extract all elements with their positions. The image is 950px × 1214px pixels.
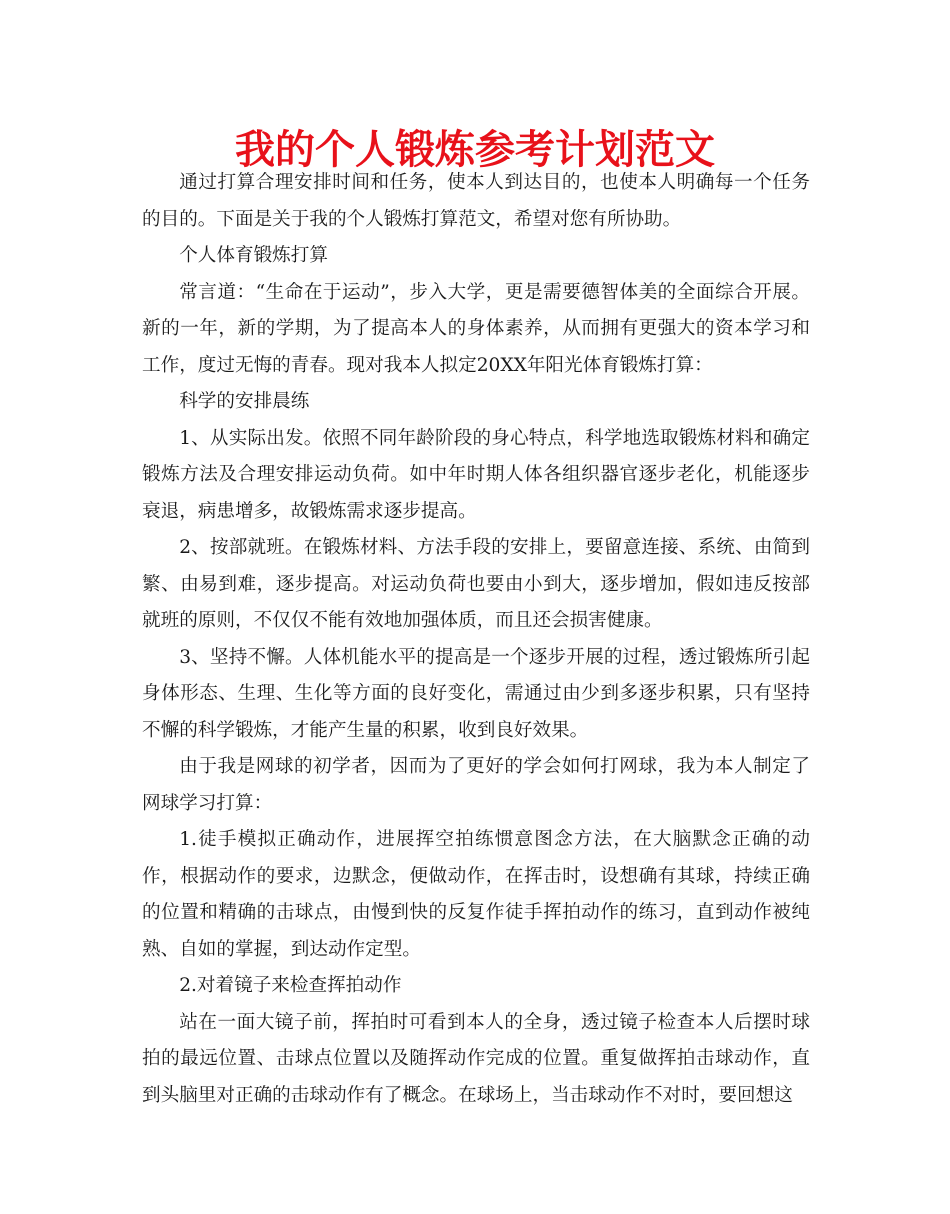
paragraph: 3、坚持不懈。人体机能水平的提高是一个逐步开展的过程，透过锻炼所引起身体形态、生理、生化等方面的良好变化，需通过由少到多逐步积累，只有坚持不懈的科学锻炼，才能产生量的积累，收到良好效果。 <box>142 646 810 741</box>
section-heading: 科学的安排晨练 <box>179 391 310 412</box>
section-heading: 2.对着镜子来检查挥拍动作 <box>179 975 402 996</box>
paragraph: 2、按部就班。在锻炼材料、方法手段的安排上，要留意连接、系统、由简到繁、由易到难，逐步提高。对运动负荷也要由小到大，逐步增加，假如违反按部就班的原则，不仅仅不能有效地加强体质，而且还会损害健康。 <box>142 537 810 631</box>
paragraph: 由于我是网球的初学者，因而为了更好的学会如何打网球，我为本人制定了网球学习打算： <box>142 756 810 814</box>
document-body <box>142 165 810 1114</box>
section-heading: 个人体育锻炼打算 <box>179 245 328 266</box>
paragraph: 1.徒手模拟正确动作，进展挥空拍练惯意图念方法，在大脑默念正确的动作，根据动作的要求，边默念，便做动作，在挥击时，设想确有其球，持续正确的位置和精确的击球点，由慢到快的反复作徒手挥拍动作的练习，直到动作被纯熟、自如的掌握，到达动作定型。 <box>142 829 810 960</box>
paragraph: 常言道：“生命在于运动”，步入大学，更是需要德智体美的全面综合开展。新的一年，新的学期，为了提高本人的身体素养，从而拥有更强大的资本学习和工作，度过无悔的青春。现对我本人拟定20XX年阳光体育锻炼打算： <box>142 281 810 376</box>
document-title: 我的个人锻炼参考计划范文 <box>235 126 715 173</box>
paragraph: 站在一面大镜子前，挥拍时可看到本人的全身，透过镜子检查本人后摆时球拍的最远位置、击球点位置以及随挥动作完成的位置。重复做挥拍击球动作，直到头脑里对正确的击球动作有了概念。在球场上，当击球动作不对时，要回想这 <box>142 1011 810 1106</box>
paragraph: 1、从实际出发。依照不同年龄阶段的身心特点，科学地选取锻炼材料和确定锻炼方法及合理安排运动负荷。如中年时期人体各组织器官逐步老化，机能逐步衰退，病患增多，故锻炼需求逐步提高。 <box>142 427 810 522</box>
paragraph: 通过打算合理安排时间和任务，使本人到达目的，也使本人明确每一个任务的目的。下面是关于我的个人锻炼打算范文，希望对您有所协助。 <box>142 172 810 230</box>
